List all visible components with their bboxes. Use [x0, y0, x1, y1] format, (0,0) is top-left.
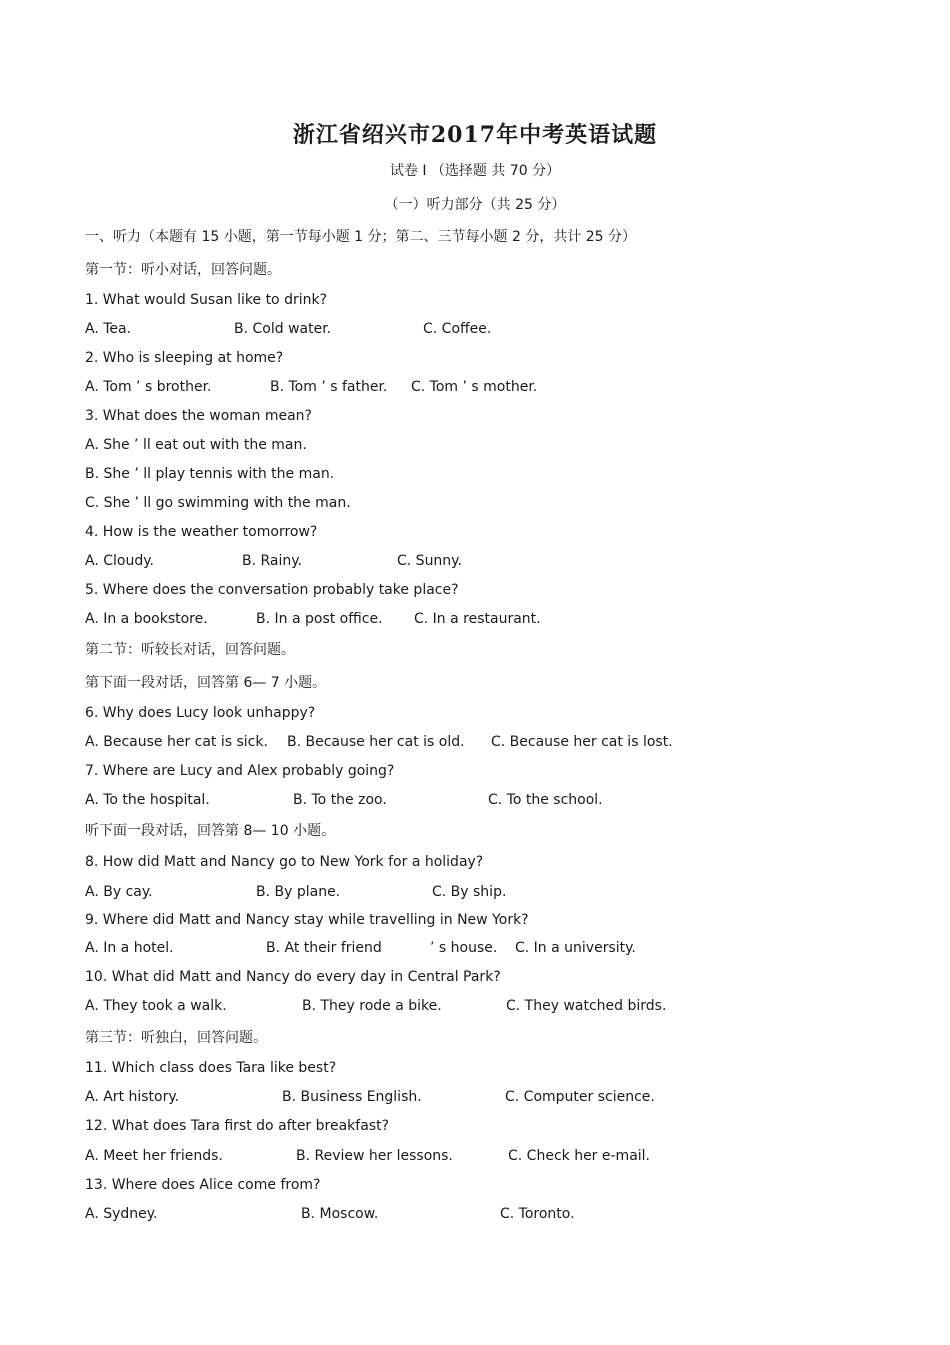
paper-subtitle: 试卷 Ⅰ （选择题 共 70 分） [389, 163, 561, 179]
q1-option-a: A. Tea. [85, 321, 132, 337]
q3-option-c: C. She ’ ll go swimming with the man. [85, 495, 351, 511]
section-1-heading: 第一节：听小对话，回答问题。 [85, 262, 281, 278]
q4-option-c: C. Sunny. [397, 553, 462, 569]
question-12: 12. What does Tara first do after breakfast? [85, 1118, 389, 1134]
q11-option-c: C. Computer science. [505, 1089, 655, 1105]
q2-option-c: C. Tom ’ s mother. [411, 379, 538, 395]
q7-option-c: C. To the school. [488, 792, 603, 808]
q13-option-b: B. Moscow. [301, 1206, 379, 1222]
question-8: 8. How did Matt and Nancy go to New York for a holiday? [85, 854, 484, 870]
q6-option-b: B. Because her cat is old. [287, 734, 465, 750]
q4-option-a: A. Cloudy. [85, 553, 154, 569]
page-title: 浙江省绍兴市2017年中考英语试题 [292, 122, 658, 148]
q9-option-c: C. In a university. [515, 940, 636, 956]
q2-option-b: B. Tom ’ s father. [270, 379, 388, 395]
section-2-intro-b: 听下面一段对话，回答第 8— 10 小题。 [85, 823, 336, 839]
section-3-heading: 第三节：听独白，回答问题。 [85, 1030, 267, 1046]
q8-option-c: C. By ship. [432, 884, 507, 900]
q10-option-a: A. They took a walk. [85, 998, 227, 1014]
q10-option-c: C. They watched birds. [506, 998, 667, 1014]
q9-option-b-suffix: ’ s house. [430, 940, 498, 956]
question-5: 5. Where does the conversation probably take place? [85, 582, 459, 598]
question-3: 3. What does the woman mean? [85, 408, 312, 424]
q5-option-a: A. In a bookstore. [85, 611, 208, 627]
q5-option-c: C. In a restaurant. [414, 611, 541, 627]
q6-option-a: A. Because her cat is sick. [85, 734, 268, 750]
question-9: 9. Where did Matt and Nancy stay while travelling in New York? [85, 912, 529, 928]
q9-option-b: B. At their friend [266, 940, 382, 956]
section-2-heading: 第二节：听较长对话，回答问题。 [85, 642, 295, 658]
q11-option-b: B. Business English. [282, 1089, 422, 1105]
q8-option-b: B. By plane. [256, 884, 341, 900]
q7-option-b: B. To the zoo. [293, 792, 387, 808]
q13-option-c: C. Toronto. [500, 1206, 575, 1222]
q9-option-a: A. In a hotel. [85, 940, 174, 956]
question-10: 10. What did Matt and Nancy do every day in Central Park? [85, 969, 501, 985]
q4-option-b: B. Rainy. [242, 553, 303, 569]
section-2-intro-a: 第下面一段对话，回答第 6— 7 小题。 [85, 675, 327, 691]
q8-option-a: A. By cay. [85, 884, 153, 900]
q12-option-b: B. Review her lessons. [296, 1148, 453, 1164]
question-6: 6. Why does Lucy look unhappy? [85, 705, 316, 721]
q11-option-a: A. Art history. [85, 1089, 180, 1105]
q7-option-a: A. To the hospital. [85, 792, 210, 808]
question-1: 1. What would Susan like to drink? [85, 292, 328, 308]
question-4: 4. How is the weather tomorrow? [85, 524, 318, 540]
question-2: 2. Who is sleeping at home? [85, 350, 284, 366]
q12-option-c: C. Check her e-mail. [508, 1148, 650, 1164]
q3-option-b: B. She ’ ll play tennis with the man. [85, 466, 335, 482]
question-11: 11. Which class does Tara like best? [85, 1060, 337, 1076]
q2-option-a: A. Tom ’ s brother. [85, 379, 212, 395]
q10-option-b: B. They rode a bike. [302, 998, 442, 1014]
q1-option-c: C. Coffee. [423, 321, 492, 337]
q6-option-c: C. Because her cat is lost. [491, 734, 673, 750]
q3-option-a: A. She ’ ll eat out with the man. [85, 437, 307, 453]
q5-option-b: B. In a post office. [256, 611, 383, 627]
part-heading: （一）听力部分（共 25 分） [384, 197, 566, 213]
question-7: 7. Where are Lucy and Alex probably going? [85, 763, 395, 779]
q12-option-a: A. Meet her friends. [85, 1148, 223, 1164]
q1-option-b: B. Cold water. [234, 321, 332, 337]
question-13: 13. Where does Alice come from? [85, 1177, 321, 1193]
q13-option-a: A. Sydney. [85, 1206, 158, 1222]
listening-instruction: 一、听力（本题有 15 小题，第一节每小题 1 分；第二、三节每小题 2 分，共计 25 分） [85, 229, 637, 245]
